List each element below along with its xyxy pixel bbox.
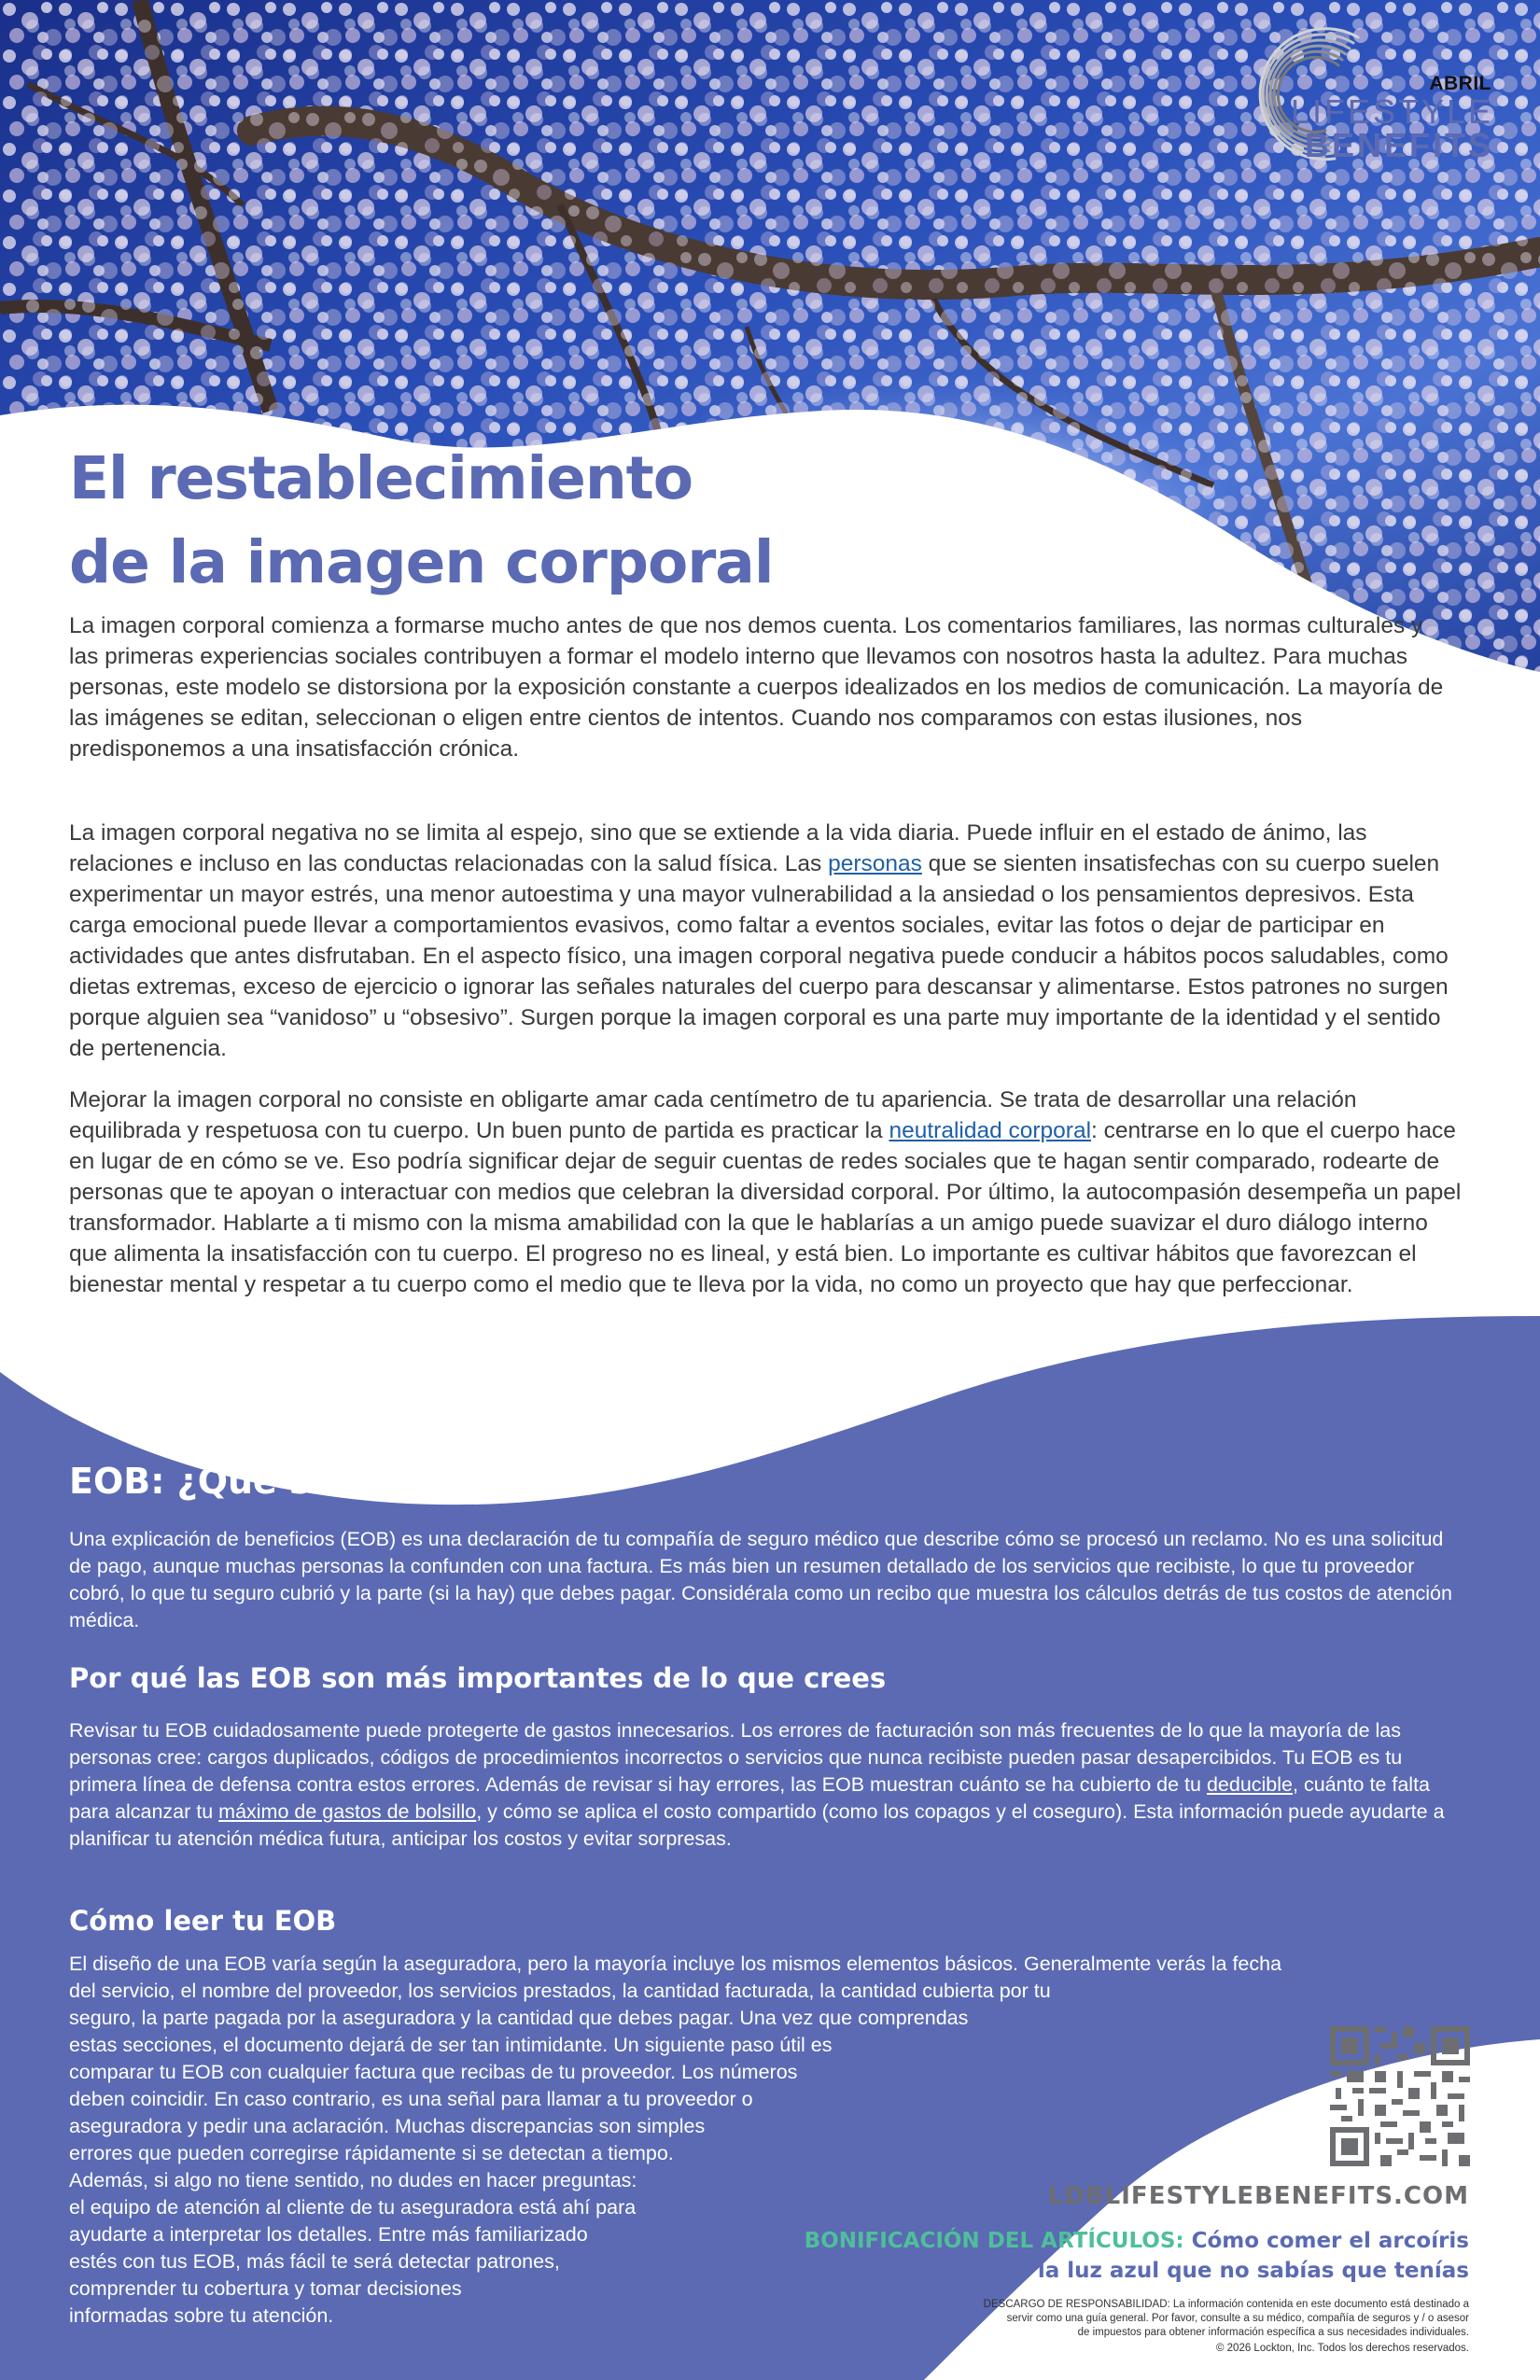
paragraph-text: Mejorar la imagen corporal no consiste en obligarte amar cada centímetro de tu apariencia. Se trata de desarrollar una relación equilibrada y respetuosa con tu cuerpo. Un buen punto de partida es practicar la <box>69 1087 1357 1143</box>
eob-heading: EOB: ¿Qué son? <box>69 1461 381 1502</box>
text-line: estas secciones, el documento dejará de ser tan intimidante. Un siguiente paso útil es <box>69 2034 833 2056</box>
paragraph-text: que se sienten insatisfechas con su cuerpo suelen experimentar un mayor estrés, una menor autoestima y una mayor vulnerabilidad a la ansiedad o los pensamientos depresivos. Esta carga emocional puede llevar a comportamientos evasivos, como faltar a eventos sociales, evitar las fotos o dejar de participar en actividades que antes disfrutaban. En el aspecto físico, una imagen corporal negativa puede conducir a hábitos pocos saludables, como dietas extremas, exceso de ejercicio o ignorar las señales naturales del cuerpo para descansar y alimentarse. Estos patrones no surgen porque alguien sea “vanidoso” u “obsesivo”. Surgen porque la imagen corporal es una parte muy importante de la identidad y el sentido de pertenencia. <box>69 851 1449 1061</box>
article-paragraph-2 <box>69 818 1460 1064</box>
bonus-title-2[interactable]: and El problema de la luz azul que no sabías que tenías <box>795 2259 1469 2283</box>
logo-line2: BENEFITS <box>1304 126 1493 164</box>
text-line: comparar tu EOB con cualquier factura que recibas de tu proveedor. Los números <box>69 2061 798 2083</box>
text-line: Además, si algo no tiene sentido, no dudes en hacer preguntas: <box>69 2169 637 2191</box>
article-title-line1: El restablecimiento <box>69 444 693 512</box>
disclaimer-line: de impuestos para obtener información específica a sus necesidades individuales. <box>1077 2327 1469 2338</box>
eob-intro: Una explicación de beneficios (EOB) es una declaración de tu compañía de seguro médico que describe cómo se procesó un reclamo. No es una solicitud de pago, aunque muchas personas la confunden con una factura. Es más bien un resumen detallado de los servicios que recibiste, lo que tu proveedor cobró, lo que tu seguro cubrió y la parte (si la hay) que debes pagar. Considérala como un recibo que muestra los cálculos detrás de tus costos de atención médica. <box>69 1528 1452 1631</box>
text-line: aseguradora y pedir una aclaración. Muchas discrepancias son simples <box>69 2115 706 2137</box>
lifestyle-benefits-logo <box>1232 19 1531 168</box>
website-link[interactable]: LDBLIFESTYLEBENEFITS.COM <box>1047 2182 1469 2210</box>
article-paragraph-3 <box>69 1085 1469 1300</box>
disclaimer-line: servir como una guía general. Por favor, consulte a su médico, compañía de seguros y / o asesor <box>1006 2313 1469 2324</box>
text-line: informadas sobre tu atención. <box>69 2304 334 2327</box>
eob-read-heading: Cómo leer tu EOB <box>69 1905 337 1937</box>
text-line: El diseño de una EOB varía según la aseguradora, pero la mayoría incluye los mismos elementos básicos. Generalmente verás la fecha <box>69 1953 1282 1975</box>
text-line: seguro, la parte pagada por la aseguradora y la cantidad que debes pagar. Una vez que comprendas <box>69 2007 969 2029</box>
article-title-line2: de la imagen corporal <box>69 528 774 596</box>
paragraph-text: La imagen corporal negativa no se limita al espejo, sino que se extiende a la vida diaria. Puede influir en el estado de ánimo, las relaciones e incluso en las conductas relacionadas con la salud física. Las <box>69 820 1367 876</box>
text-line: estés con tus EOB, más fácil te será detectar patrones, <box>69 2250 560 2273</box>
logo-month: ABRIL <box>1429 73 1491 94</box>
text-line: ayudarte a interpretar los detalles. Entre más familiarizado <box>69 2223 588 2246</box>
article-title <box>69 437 909 605</box>
text-line: deben coincidir. En caso contrario, es una señal para llamar a tu proveedor o <box>69 2088 753 2110</box>
article-paragraph-1: La imagen corporal comienza a formarse mucho antes de que nos demos cuenta. Los comentarios familiares, las normas culturales y las primeras experiencias sociales contribuyen a formar el modelo interno que llevamos con nosotros hasta la adultez. Para muchas personas, este modelo se distorsiona por la exposición constante a cuerpos idealizados en los medios de comunicación. La mayoría de las imágenes se editan, seleccionan o eligen entre cientos de intentos. Cuando nos comparamos con estas ilusiones, nos predisponemos a una insatisfacción crónica. <box>69 613 1444 762</box>
paragraph-text: Revisar tu EOB cuidadosamente puede protegerte de gastos innecesarios. Los errores de facturación son más frecuentes de lo que la mayoría de las personas cree: cargos duplicados, códigos de procedimientos incorrectos o servicios que nunca recibiste pueden pasar desapercibidos. Tu EOB es tu primera línea de defensa contra estos errores. Además de revisar si hay errores, las EOB muestran cuánto se ha cubierto de tu <box>69 1719 1403 1796</box>
copyright: © 2026 Lockton, Inc. Todos los derechos reservados. <box>1215 2343 1469 2354</box>
logo-line1: LIFESTYLE <box>1290 92 1493 131</box>
qr-code-icon[interactable] <box>1330 2025 1470 2167</box>
deducible-link[interactable]: deducible <box>1206 1773 1293 1796</box>
neutralidad-corporal-link[interactable]: neutralidad corporal <box>889 1118 1092 1143</box>
disclaimer <box>816 2298 1469 2340</box>
text-line: errores que pueden corregirse rápidamente si se detectan a tiempo. <box>69 2142 674 2164</box>
text-line: comprender tu cobertura y tomar decisiones <box>69 2277 462 2300</box>
eob-why-paragraph <box>69 1717 1469 1853</box>
text-line: del servicio, el nombre del proveedor, los servicios prestados, la cantidad facturada, la cantidad cubierta por tu <box>69 1980 1051 2002</box>
paragraph-text: : centrarse en lo que el cuerpo hace en lugar de en cómo se ve. Eso podría significar dejar de seguir cuentas de redes sociales que te hagan sentir comparado, rodearte de personas que te apoyan o interactuar con medios que celebran la diversidad corporal. Por último, la autocompasión desempeña un papel transformador. Hablarte a ti mismo con la misma amabilidad con la que le hablarías a un amigo puede suavizar el duro diálogo interno que alimenta la insatisfacción con tu cuerpo. El progreso no es lineal, y está bien. Lo importante es cultivar hábitos que favorezcan el bienestar mental y respetar a tu cuerpo como el medio que te lleva por la vida, no como un proyecto que hay que perfeccionar. <box>69 1118 1462 1297</box>
paragraph-text: , cuánto te falta para alcanzar tu <box>69 1773 1431 1823</box>
bonus-articles <box>796 2226 1469 2286</box>
maximo-gastos-bolsillo-link[interactable]: máximo de gastos de bolsillo <box>218 1800 477 1823</box>
eob-why-heading: Por qué las EOB son más importantes de lo que crees <box>69 1662 887 1694</box>
text-line: el equipo de atención al cliente de tu aseguradora está ahí para <box>69 2196 637 2219</box>
bonus-title-1[interactable]: Cómo comer el arcoíris <box>1183 2229 1469 2253</box>
personas-link[interactable]: personas <box>828 851 922 876</box>
disclaimer-line: DESCARGO DE RESPONSABILIDAD: La información contenida en este documento está destinado a <box>983 2299 1469 2310</box>
paragraph-text: , y cómo se aplica el costo compartido (como los copagos y el coseguro). Esta información puede ayudarte a planificar tu atención médica futura, anticipar los costos y evitar sorpresas. <box>69 1800 1445 1850</box>
bonus-label: BONIFICACIÓN DEL ARTÍCULOS: <box>804 2229 1184 2253</box>
